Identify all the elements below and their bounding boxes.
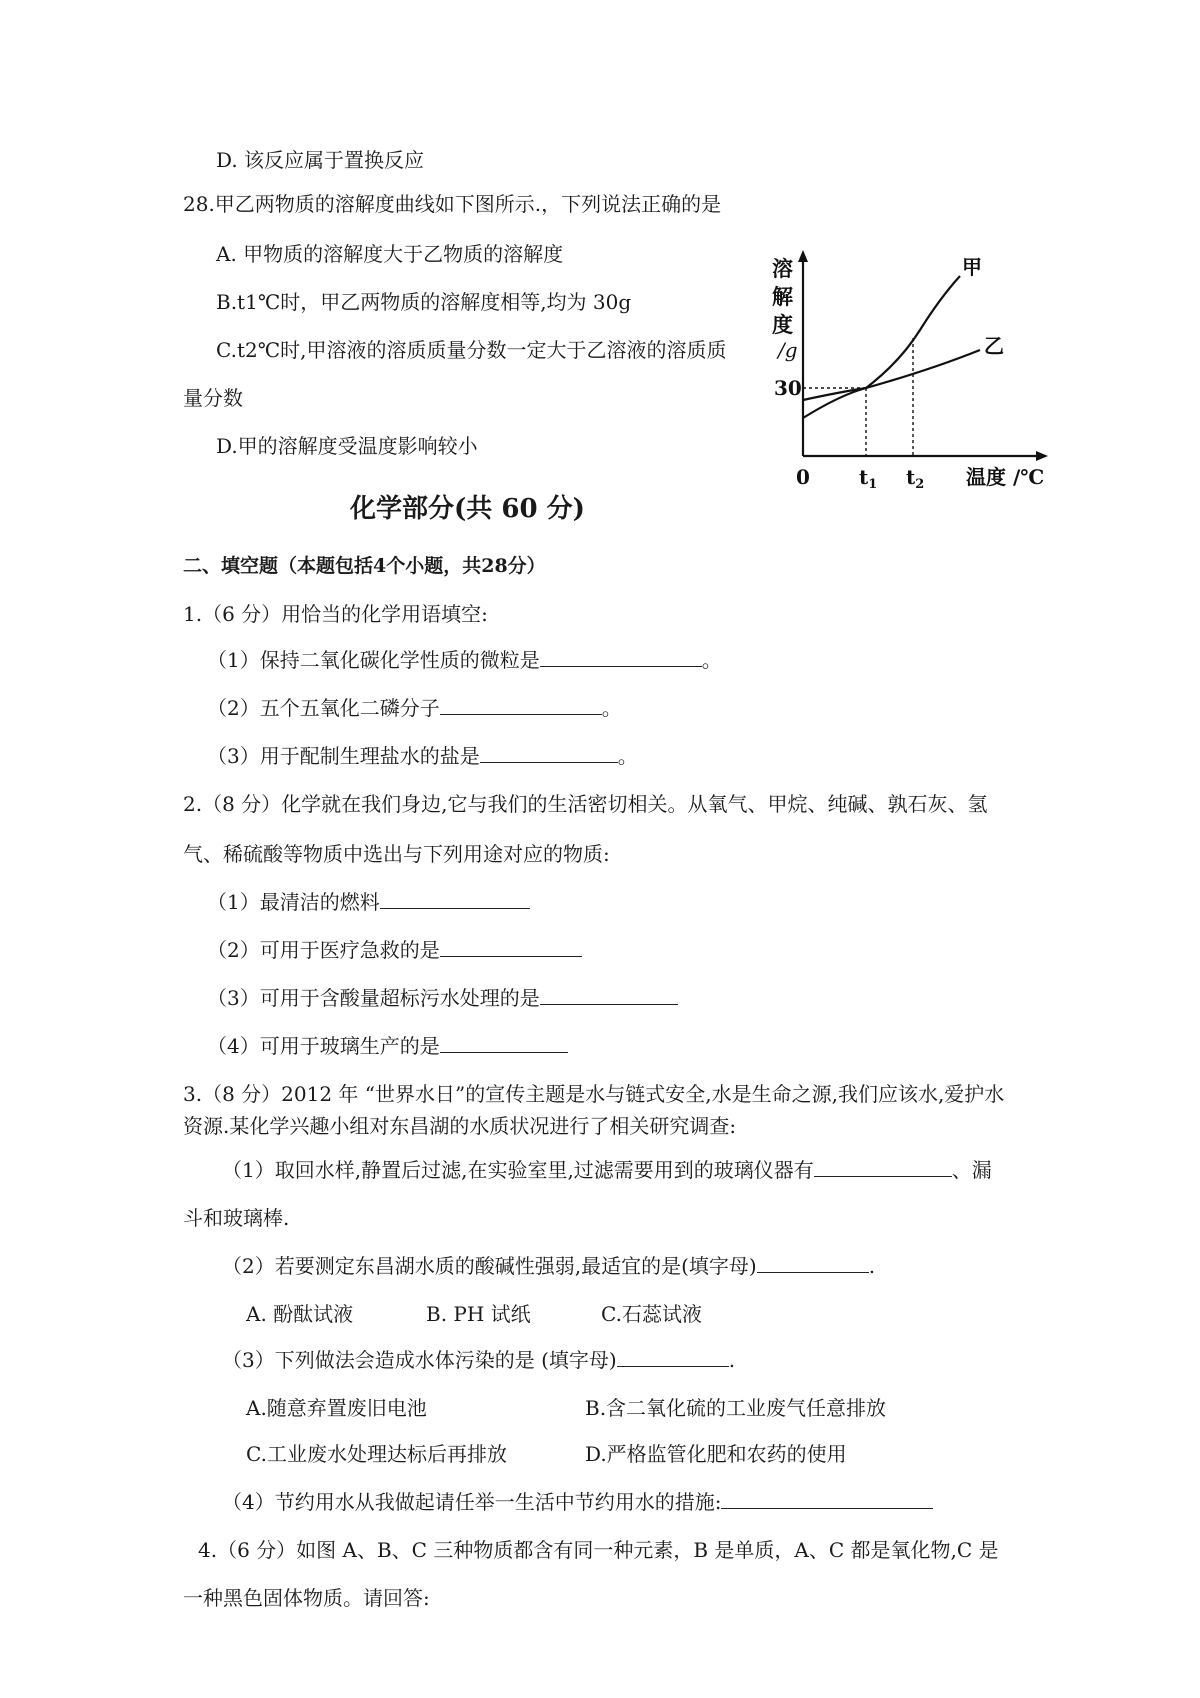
solubility-chart xyxy=(770,250,1070,490)
y-axis-label-char: 度 xyxy=(772,312,793,337)
q3-item-3-option-b[interactable]: B.含二氧化硫的工业废气任意排放 xyxy=(585,1396,887,1420)
q2-item-4 xyxy=(207,1032,568,1060)
x-axis-label: 温度 /℃ xyxy=(966,465,1045,489)
section-title: 化学部分(共 60 分) xyxy=(350,494,585,524)
q1-stem: 1.（6 分）用恰当的化学用语填空: xyxy=(183,602,488,626)
q3-item-3-option-a[interactable]: A.随意弃置废旧电池 xyxy=(246,1396,427,1420)
series-jia-label: 甲 xyxy=(962,255,982,279)
q28-stem: 28.甲乙两物质的溶解度曲线如下图所示.，下列说法正确的是 xyxy=(183,192,722,216)
q2-item-4-blank[interactable] xyxy=(440,1032,568,1053)
q1-item-1 xyxy=(207,646,722,674)
q1-item-2-blank[interactable] xyxy=(440,694,602,715)
section-heading: 二、填空题（本题包括4个小题，共28分） xyxy=(183,555,546,577)
q28-option-b: B.t1℃时，甲乙两物质的溶解度相等,均为 30g xyxy=(216,290,632,314)
q28-option-d: D.甲的溶解度受温度影响较小 xyxy=(216,434,478,458)
q1-item-2-text: （2）五个五氧化二磷分子 xyxy=(207,696,440,720)
q3-stem-line1: 3.（8 分）2012 年 “世界水日”的宣传主题是水与链式安全,水是生命之源,我们应该水,爱护水 xyxy=(183,1082,1005,1106)
q2-item-1 xyxy=(207,888,530,916)
q2-item-2-text: （2）可用于医疗急救的是 xyxy=(207,938,440,962)
x-tick-t1: $t_1$ xyxy=(859,465,878,490)
q2-item-3-text: （3）可用于含酸量超标污水处理的是 xyxy=(207,986,540,1010)
q2-item-3-blank[interactable] xyxy=(540,984,678,1005)
q3-item-3-end: . xyxy=(728,1348,736,1372)
q1-item-2-end: 。 xyxy=(601,696,622,720)
q2-item-2-blank[interactable] xyxy=(440,936,582,957)
q3-item-1-line2: 斗和玻璃棒. xyxy=(183,1206,290,1230)
q3-item-3-text: （3）下列做法会造成水体污染的是 (填字母) xyxy=(222,1348,617,1372)
q3-item-2-text: （2）若要测定东昌湖水质的酸碱性强弱,最适宜的是(填字母) xyxy=(222,1254,757,1278)
q3-item-2-option-b[interactable]: B. PH 试纸 xyxy=(426,1302,531,1326)
q3-item-2-option-a[interactable]: A. 酚酞试液 xyxy=(246,1302,354,1326)
q2-item-2 xyxy=(207,936,582,964)
q2-item-3 xyxy=(207,984,678,1012)
q28-option-c-line2: 量分数 xyxy=(183,386,243,410)
q3-item-4 xyxy=(222,1488,933,1516)
q3-item-2-blank[interactable] xyxy=(757,1252,869,1273)
q3-item-4-text: （4）节约用水从我做起请任举一生活中节约用水的措施: xyxy=(222,1490,722,1514)
y-tick-label: 30 xyxy=(774,376,802,400)
origin-label: 0 xyxy=(796,465,810,489)
q1-item-3-text: （3）用于配制生理盐水的盐是 xyxy=(207,744,480,768)
q3-item-4-blank[interactable] xyxy=(721,1488,933,1509)
q1-item-2 xyxy=(207,694,622,722)
q27-option-d: D. 该反应属于置换反应 xyxy=(216,148,425,172)
x-axis-arrow xyxy=(1036,451,1048,461)
q3-item-2-end: . xyxy=(868,1254,876,1278)
q3-item-2 xyxy=(222,1252,875,1280)
series-yi-curve xyxy=(803,350,980,400)
q3-item-1-text: （1）取回水样,静置后过滤,在实验室里,过滤需要用到的玻璃仪器有 xyxy=(222,1158,814,1182)
q2-item-1-text: （1）最清洁的燃料 xyxy=(207,890,380,914)
q1-item-3-end: 。 xyxy=(617,744,638,768)
q2-stem-line2: 气、稀硫酸等物质中选出与下列用途对应的物质: xyxy=(183,842,610,866)
q3-item-1 xyxy=(222,1156,992,1184)
q3-item-3-option-d[interactable]: D.严格监管化肥和农药的使用 xyxy=(585,1442,847,1466)
q1-item-1-end: 。 xyxy=(701,648,722,672)
q4-stem-line1: 4.（6 分）如图 A、B、C 三种物质都含有同一种元素，B 是单质，A、C 都是氧化物,C 是 xyxy=(198,1538,999,1562)
q3-item-3 xyxy=(222,1346,735,1374)
y-axis-label-char: /g xyxy=(778,338,798,362)
q1-item-1-blank[interactable] xyxy=(540,646,702,667)
q2-item-1-blank[interactable] xyxy=(380,888,530,909)
x-tick-t2: $t_2$ xyxy=(906,465,925,490)
q1-item-1-text: （1）保持二氧化碳化学性质的微粒是 xyxy=(207,648,540,672)
q3-stem-line2: 资源.某化学兴趣小组对东昌湖的水质状况进行了相关研究调查: xyxy=(183,1114,737,1138)
q3-item-1-tail: 、漏 xyxy=(951,1158,992,1182)
y-axis-arrow xyxy=(798,250,808,262)
q2-item-4-text: （4）可用于玻璃生产的是 xyxy=(207,1034,440,1058)
series-yi-label: 乙 xyxy=(984,334,1004,358)
q3-item-3-blank[interactable] xyxy=(617,1346,729,1367)
y-axis-label-char: 解 xyxy=(772,284,793,309)
q3-item-3-option-c[interactable]: C.工业废水处理达标后再排放 xyxy=(246,1442,507,1466)
q3-item-1-blank[interactable] xyxy=(814,1156,952,1177)
q2-stem-line1: 2.（8 分）化学就在我们身边,它与我们的生活密切相关。从氧气、甲烷、纯碱、孰石灰、氢 xyxy=(183,792,988,816)
q3-item-2-option-c[interactable]: C.石蕊试液 xyxy=(601,1302,702,1326)
q28-option-c-line1: C.t2℃时,甲溶液的溶质质量分数一定大于乙溶液的溶质质 xyxy=(216,338,727,362)
q4-stem-line2: 一种黑色固体物质。请回答: xyxy=(183,1586,430,1610)
q1-item-3-blank[interactable] xyxy=(480,742,618,763)
series-jia-curve xyxy=(803,276,960,418)
y-axis-label-char: 溶 xyxy=(772,256,793,281)
q28-option-a: A. 甲物质的溶解度大于乙物质的溶解度 xyxy=(216,242,564,266)
q1-item-3 xyxy=(207,742,638,770)
